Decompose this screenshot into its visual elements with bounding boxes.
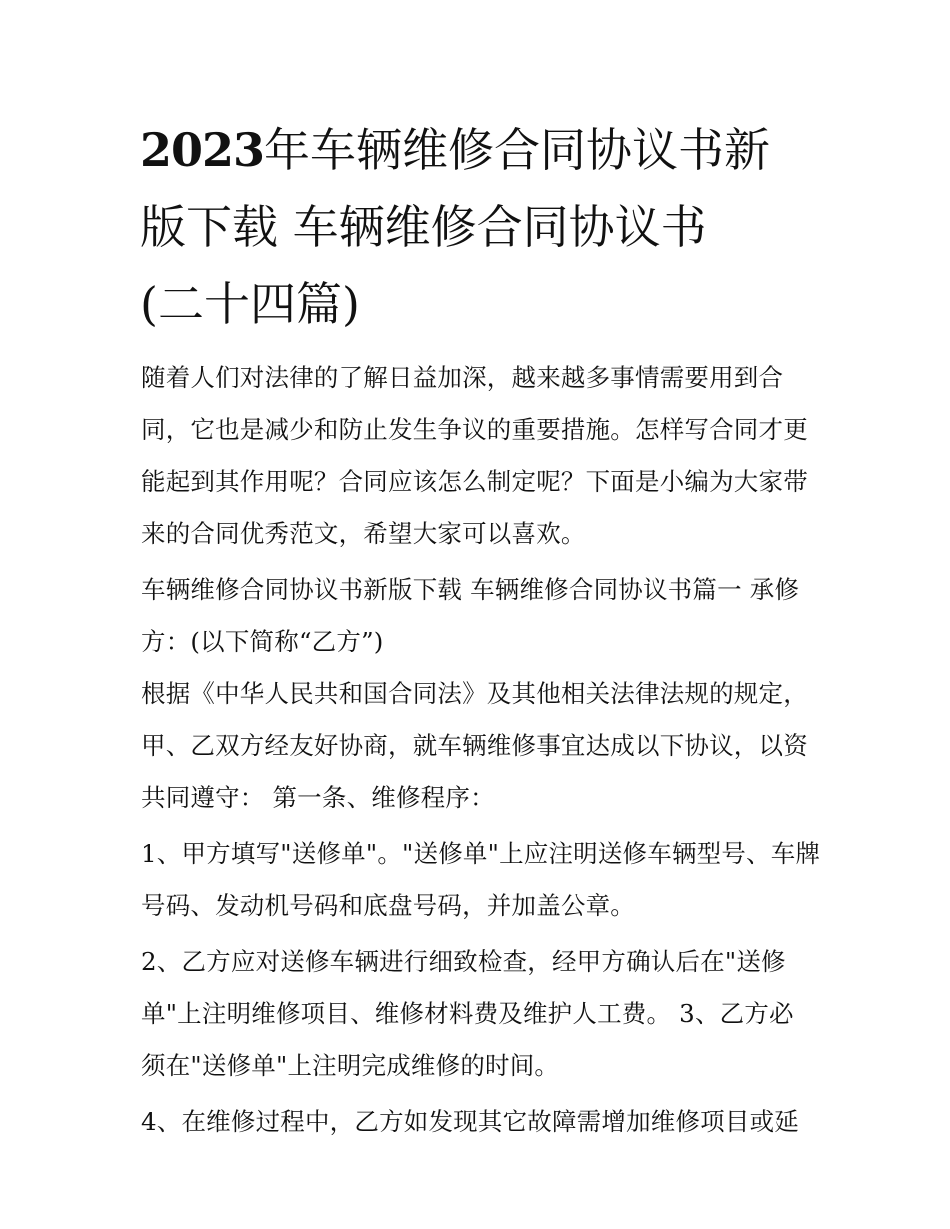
paragraph-line: 根据《中华人民共和国合同法》及其他相关法律法规的规定，: [141, 679, 808, 708]
title-year: 2023: [140, 123, 265, 177]
paragraph-line: 同，它也是减少和防止发生争议的重要措施。怎样写合同才更: [141, 415, 808, 444]
paragraph-line: 号码、发动机号码和底盘号码，并加盖公章。: [141, 891, 635, 920]
paragraph-line: 甲、乙双方经友好协商，就车辆维修事宜达成以下协议，以资: [141, 731, 808, 760]
paragraph-section-heading: [141, 564, 817, 668]
document-title: [140, 112, 820, 343]
title-line-1: [140, 112, 820, 189]
paragraph-line: 能起到其作用呢？合同应该怎么制定呢？下面是小编为大家带: [141, 467, 808, 496]
paragraph-line: 单"上注明维修项目、维修材料费及维护人工费。 3、乙方必: [141, 999, 794, 1028]
paragraph-clause-4: [141, 1096, 817, 1148]
paragraph-line: 1、甲方填写"送修单"。"送修单"上应注明送修车辆型号、车牌: [141, 839, 821, 868]
paragraph-line: 来的合同优秀范文，希望大家可以喜欢。: [141, 519, 586, 548]
paragraph-line: 须在"送修单"上注明完成维修的时间。: [141, 1051, 560, 1080]
paragraph-line: 随着人们对法律的了解日益加深，越来越多事情需要用到合: [141, 363, 784, 392]
paragraph-legal-basis: [141, 668, 817, 824]
document-body: [141, 352, 821, 1152]
paragraph-line: 2、乙方应对送修车辆进行细致检查，经甲方确认后在"送修: [141, 947, 786, 976]
paragraph-clause-2-3: [141, 936, 817, 1092]
paragraph-clause-1: [141, 828, 821, 932]
paragraph-line: 方：(以下简称“乙方”): [141, 627, 384, 656]
paragraph-intro: [141, 352, 817, 560]
title-line-3: (二十四篇): [140, 277, 360, 331]
title-line-2: 版下载 车辆维修合同协议书: [140, 200, 707, 254]
title-line-1-text: 年车辆维修合同协议书新: [264, 123, 771, 177]
paragraph-line: 4、在维修过程中，乙方如发现其它故障需增加维修项目或延: [141, 1107, 799, 1136]
paragraph-line: 共同遵守： 第一条、维修程序：: [141, 783, 495, 812]
paragraph-line: 车辆维修合同协议书新版下载 车辆维修合同协议书篇一 承修: [141, 575, 800, 604]
